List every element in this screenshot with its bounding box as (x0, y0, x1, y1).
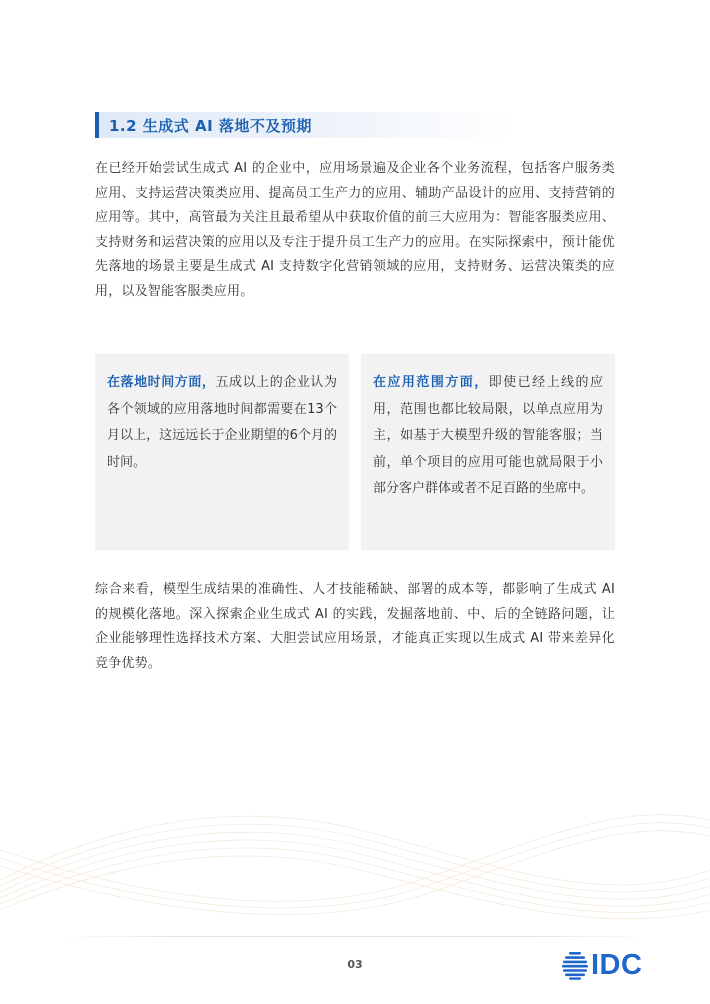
logo-text: IDC (591, 949, 643, 981)
callout-body: 即使已经上线的应用，范围也都比较局限，以单点应用为主，如基于大模型升级的智能客服；当前，单个项目的应用可能也就局限于小部分客户群体或者不足百路的坐席中。 (373, 375, 603, 496)
page-number: 03 (347, 958, 363, 971)
section-heading (95, 112, 515, 138)
section-title: 1.2 生成式 AI 落地不及预期 (109, 117, 312, 135)
idc-logo (561, 948, 651, 982)
callout-landing-time (95, 354, 349, 550)
decorative-wave-lines (0, 760, 710, 940)
heading-accent-bar (95, 112, 99, 138)
globe-icon (561, 950, 589, 980)
callout-body: 五成以上的企业认为各个领域的应用落地时间都需要在13个月以上，这远远长于企业期望的6个月的时间。 (107, 375, 337, 470)
intro-paragraph: 在已经开始尝试生成式 AI 的企业中，应用场景遍及企业各个业务流程，包括客户服务类应用、支持运营决策类应用、提高员工生产力的应用、辅助产品设计的应用、支持营销的应用等。其中，高管最为关注且最希望从中获取价值的前三大应用为：智能客服类应用、支持财务和运营决策的应用以及专注于提升员工生产力的应用。在实际探索中，预计能优先落地的场景主要是生成式 AI 支持数字化营销领域的应用，支持财务、运营决策类的应用，以及智能客服类应用。 (95, 161, 615, 299)
summary-paragraph: 综合来看，模型生成结果的准确性、人才技能稀缺、部署的成本等，都影响了生成式 AI 的规模化落地。深入探索企业生成式 AI 的实践，发掘落地前、中、后的全链路问题，让企业能够理性选择技术方案、大胆尝试应用场景，才能真正实现以生成式 AI 带来差异化竞争优势。 (95, 582, 615, 671)
footer-divider (60, 936, 650, 937)
callout-application-scope (361, 354, 615, 550)
callout-lead: 在落地时间方面， (107, 375, 216, 390)
callout-lead: 在应用范围方面， (373, 375, 489, 390)
